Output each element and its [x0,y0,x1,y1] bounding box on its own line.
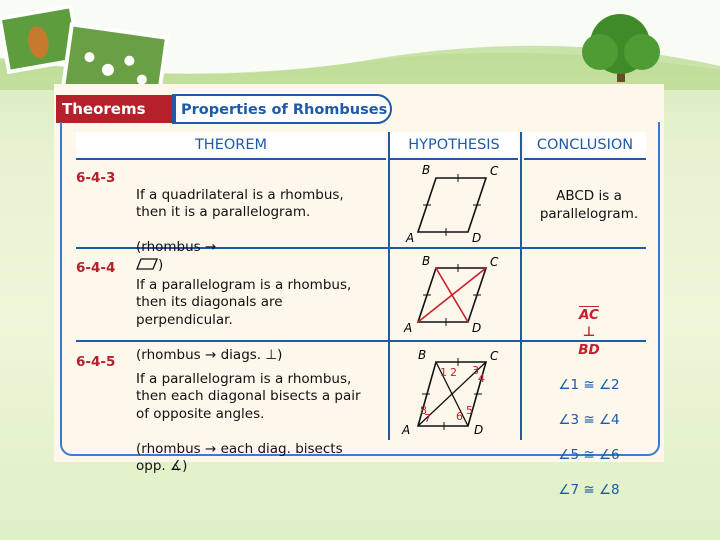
vertex-label: C [490,255,499,269]
column-header-conclusion: CONCLUSION [524,132,646,160]
vertex-label: C [490,164,499,178]
theorems-panel [54,84,664,498]
angle-label: 4 [478,372,485,385]
angle-congruence: ∠5 ≅ ∠6 [558,446,620,463]
vertex-label: B [418,348,427,362]
vertex-label: B [422,164,431,177]
angle-label: 7 [424,412,431,425]
theorem-abbreviation: (rhombus → each diag. bisects opp. ∡) [136,440,343,474]
theorem-abbreviation: (rhombus → diags. ⊥) [136,346,283,363]
panel-title: Properties of Rhombuses [174,94,392,124]
rhombus-diagram-3 [394,348,518,438]
angle-label: 1 [440,366,447,379]
column-header-theorem: THEOREM [76,132,386,160]
angle-congruence: ∠3 ≅ ∠4 [558,411,620,428]
angle-label: 3 [472,364,479,377]
theorem-statement: If a quadrilateral is a rhombus, then it is a parallelogram. [136,186,344,220]
angle-congruence: ∠1 ≅ ∠2 [558,376,620,393]
theorem-text [136,353,372,476]
theorem-text [136,256,366,364]
column-divider [388,132,390,440]
theorems-badge: Theorems [56,95,174,123]
conclusion-angle-list [524,359,654,517]
rhombus-diagram-2 [394,254,518,338]
perpendicular-symbol: ⊥ [582,324,596,340]
vertex-label: A [404,321,413,335]
angle-label: 6 [456,410,463,423]
rhombus-diagram-1 [394,164,518,246]
vertex-label: A [406,231,415,245]
vertex-label: D [472,231,482,245]
segment-bd: $\overline{BD}$ [578,341,600,358]
theorem-statement: If a parallelogram is a rhombus, then its diagonals are perpendicular. [136,276,352,328]
angle-label: 8 [420,404,427,417]
angle-label: 5 [466,404,473,417]
theorem-number: 6-4-4 [76,260,116,276]
vertex-label: C [490,349,499,363]
conclusion-text [524,289,654,359]
angle-congruence: ∠7 ≅ ∠8 [558,481,620,498]
theorem-number: 6-4-3 [76,170,116,186]
conclusion-text: ABCD is a parallelogram. [539,188,639,222]
vertex-label: D [474,423,484,437]
vertex-label: A [402,423,411,437]
vertex-label: D [472,321,482,335]
segment-ac: $\overline{AC}$ [579,306,599,323]
theorem-number: 6-4-5 [76,354,116,370]
angle-label: 2 [450,366,457,379]
theorem-statement: If a parallelogram is a rhombus, then each diagonal bisects a pair of opposite angles. [136,370,361,422]
theorem-abbreviation: (rhombus → [136,239,217,255]
column-header-hypothesis: HYPOTHESIS [390,132,518,160]
theorem-abbreviation-end: ) [158,256,164,273]
column-divider [520,132,522,440]
vertex-label: B [422,254,431,268]
